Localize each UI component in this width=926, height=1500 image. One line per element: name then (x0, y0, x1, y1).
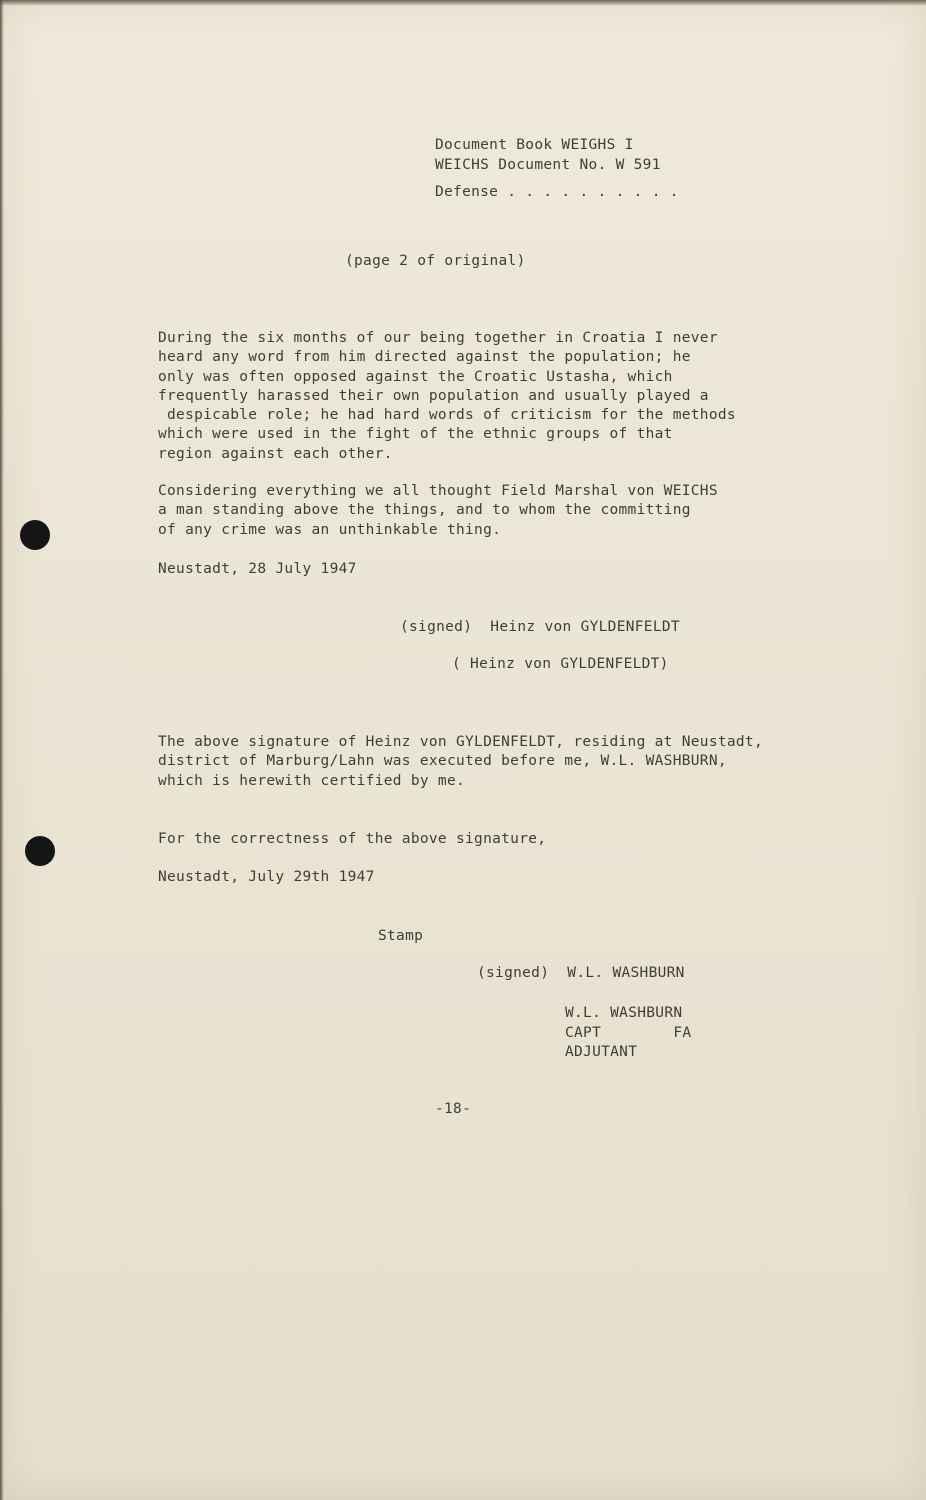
typed-name-gyldenfeldt: ( Heinz von GYLDENFELDT) (452, 656, 669, 672)
paragraph-croatia (158, 329, 736, 464)
paragraph-line: frequently harassed their own population and usually played a (158, 387, 709, 404)
page-number: -18- (435, 1101, 472, 1117)
certification-paragraph (158, 733, 763, 791)
paragraph-line: Considering everything we all thought Field Marshal von WEICHS (158, 483, 718, 499)
signed-washburn: (signed) W.L. WASHBURN (477, 965, 685, 981)
punch-hole-bottom (25, 836, 55, 866)
officer-rank: CAPT FA (565, 1025, 692, 1041)
paragraph-line: which is herewith certified by me. (158, 772, 466, 789)
stamp-label: Stamp (378, 928, 424, 944)
paragraph-line: During the six months of our being together in Croatia I never (158, 330, 718, 346)
paragraph-line: heard any word from him directed against the population; he (158, 349, 691, 366)
paragraph-line: which were used in the fight of the ethnic groups of that (158, 426, 673, 443)
doc-number-line: WEICHS Document No. W 591 (435, 157, 661, 173)
doc-book-line: Document Book WEIGHS I (435, 137, 634, 153)
page-of-original-note: (page 2 of original) (345, 253, 526, 269)
paragraph-line: region against each other. (158, 445, 393, 462)
defense-line: Defense . . . . . . . . . . (435, 184, 679, 200)
paragraph-line: district of Marburg/Lahn was executed before me, W.L. WASHBURN, (158, 753, 727, 770)
place-date-first: Neustadt, 28 July 1947 (158, 561, 357, 577)
officer-name: W.L. WASHBURN (565, 1005, 683, 1021)
place-date-second: Neustadt, July 29th 1947 (158, 869, 375, 885)
page-left-edge (0, 0, 4, 1500)
paragraph-line: The above signature of Heinz von GYLDENFELDT, residing at Neustadt, (158, 734, 763, 750)
correctness-line: For the correctness of the above signature, (158, 831, 547, 847)
officer-title: ADJUTANT (565, 1044, 638, 1060)
paragraph-line: a man standing above the things, and to whom the committing (158, 502, 691, 519)
punch-hole-top (20, 520, 50, 550)
signed-gyldenfeldt: (signed) Heinz von GYLDENFELDT (400, 619, 680, 635)
paragraph-considering (158, 482, 718, 540)
paragraph-line: despicable role; he had hard words of criticism for the methods (158, 407, 736, 424)
paragraph-line: of any crime was an unthinkable thing. (158, 521, 502, 538)
page-top-edge (0, 0, 926, 6)
paragraph-line: only was often opposed against the Croatic Ustasha, which (158, 368, 673, 385)
